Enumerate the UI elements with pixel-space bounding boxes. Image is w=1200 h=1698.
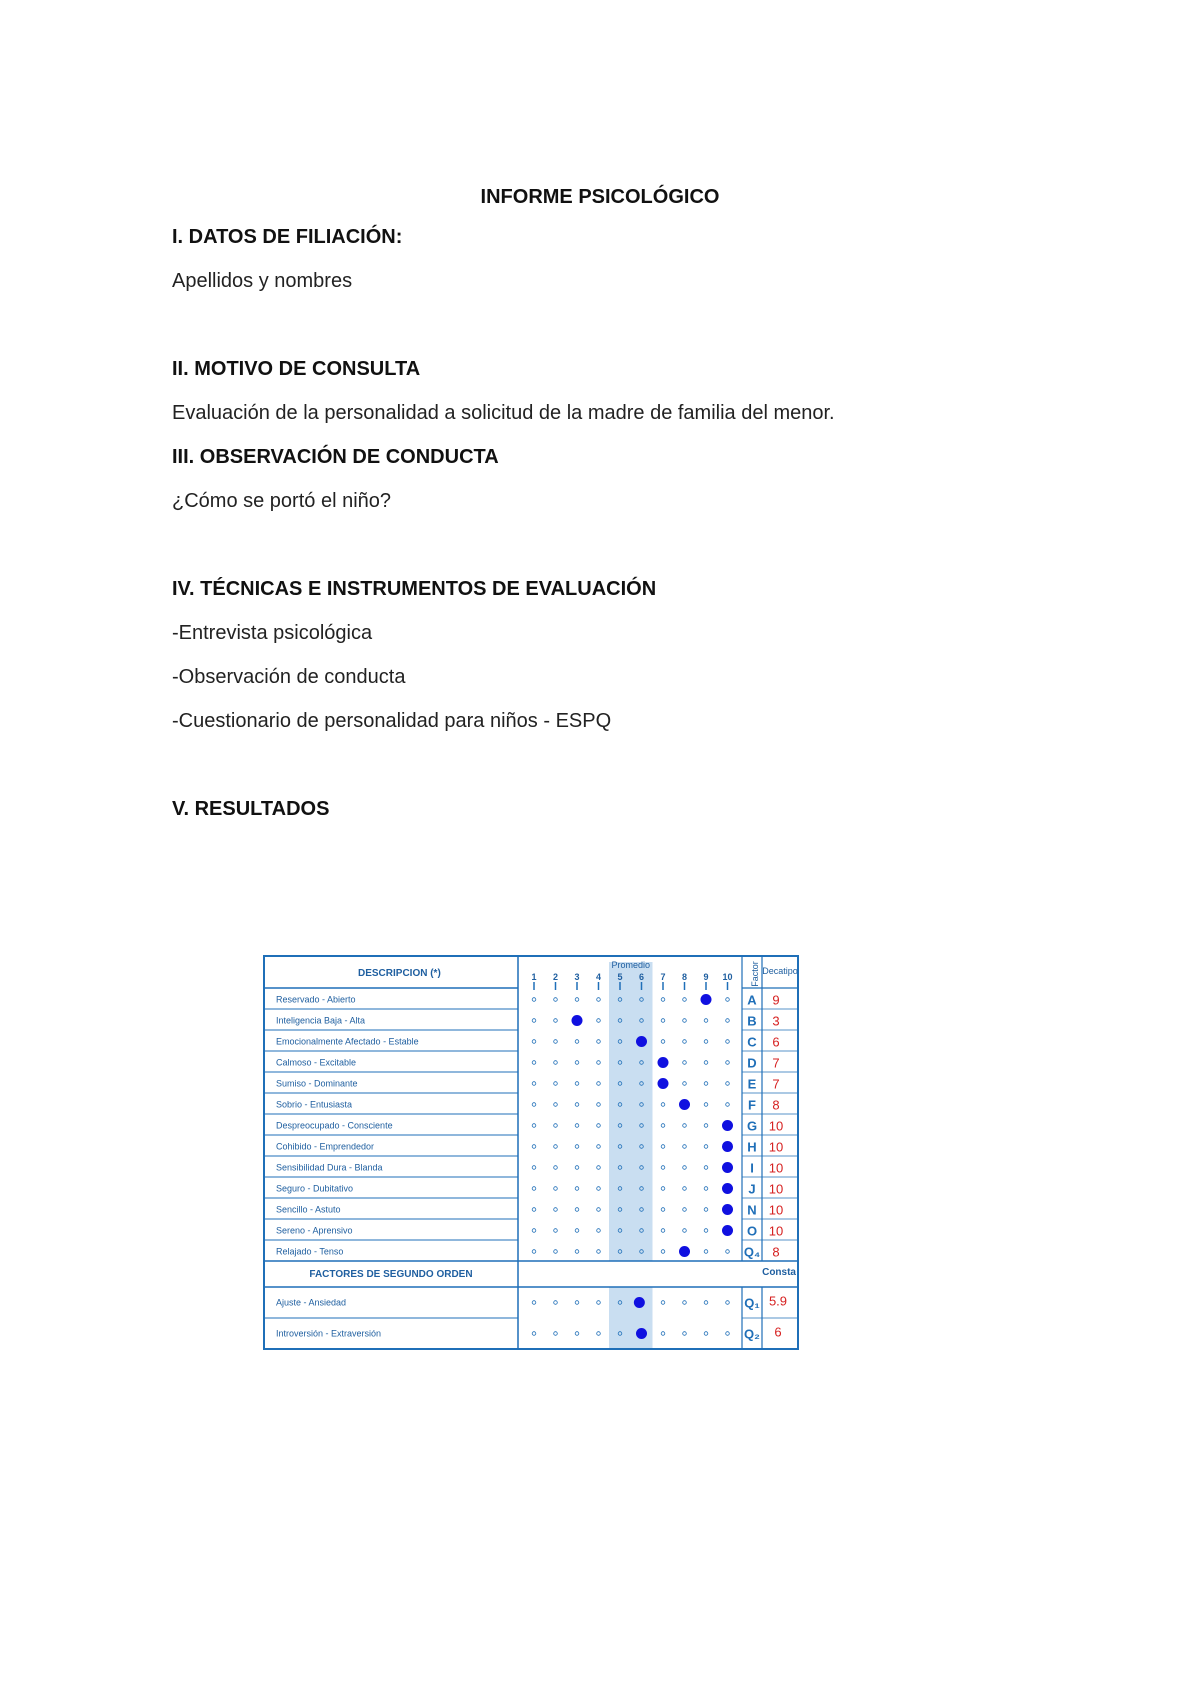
scale-tick-label: 7 (660, 972, 666, 982)
scale-tick-label: 8 (681, 972, 688, 982)
second-order-label: Ajuste - Ansiedad (276, 1297, 347, 1308)
trait-label: Sobrio - Entusiasta (276, 1099, 353, 1110)
factor-letter: N (747, 1202, 757, 1218)
scale-tick-label: 3 (574, 972, 580, 982)
scale-dot (597, 1301, 601, 1305)
score-mark (572, 1015, 583, 1026)
scale-dot (575, 1187, 579, 1191)
scale-tick-label: 2 (552, 972, 559, 982)
scale-dot (554, 1208, 558, 1212)
factor-letter: H (747, 1139, 757, 1155)
profile-sheet-svg (258, 936, 803, 1358)
second-order-value-heading: Consta (762, 1267, 796, 1278)
scale-dot (597, 1166, 601, 1170)
scale-dot (575, 1250, 579, 1254)
factor-letter: J (748, 1181, 756, 1197)
header-factor: Factor (750, 961, 760, 987)
score-mark (722, 1141, 733, 1152)
scale-dot (597, 1040, 601, 1044)
scale-dot (554, 1166, 558, 1170)
second-order-heading: FACTORES DE SEGUNDO ORDEN (309, 1269, 473, 1280)
scale-dot (683, 998, 687, 1002)
scale-dot (532, 1208, 536, 1212)
scale-dot (704, 1040, 708, 1044)
decatipo-value: 8 (772, 1097, 780, 1113)
scale-dot (661, 1229, 665, 1233)
scale-dot (554, 1187, 558, 1191)
scale-dot (597, 1250, 601, 1254)
scale-dot (532, 1103, 536, 1107)
scale-dot (597, 1082, 601, 1086)
scale-dot (704, 1250, 708, 1254)
scale-dot (661, 1166, 665, 1170)
factor-letter: F (748, 1097, 756, 1113)
scale-dot (554, 1332, 558, 1336)
score-mark (679, 1099, 690, 1110)
scale-dot (597, 998, 601, 1002)
trait-label: Sereno - Aprensivo (276, 1225, 353, 1236)
scale-dot (661, 1019, 665, 1023)
scale-dot (532, 1082, 536, 1086)
score-mark (722, 1162, 733, 1173)
scale-dot (704, 1301, 708, 1305)
tecnicas-line-1: -Entrevista psicológica (172, 622, 373, 644)
factor-letter: Q₁ (744, 1295, 760, 1311)
scale-dot (726, 1301, 730, 1305)
factor-letter: E (747, 1076, 757, 1092)
observacion-line: ¿Cómo se portó el niño? (172, 490, 392, 512)
scale-tick-label: 10 (722, 972, 733, 982)
trait-label: Sensibilidad Dura - Blanda (276, 1162, 383, 1173)
trait-label: Despreocupado - Consciente (276, 1120, 393, 1131)
trait-label: Emocionalmente Afectado - Estable (276, 1036, 419, 1047)
scale-dot (532, 1229, 536, 1233)
factor-letter: I (750, 1160, 754, 1176)
scale-dot (704, 1332, 708, 1336)
scale-dot (532, 1019, 536, 1023)
scale-dot (575, 1124, 579, 1128)
decatipo-value: 5.9 (768, 1293, 788, 1309)
scale-dot (726, 998, 730, 1002)
score-mark (634, 1297, 645, 1308)
scale-dot (575, 1040, 579, 1044)
scale-dot (661, 1250, 665, 1254)
scale-dot (661, 1124, 665, 1128)
section-heading-tecnicas: IV. TÉCNICAS E INSTRUMENTOS DE EVALUACIÓN (172, 578, 657, 600)
score-mark (722, 1225, 733, 1236)
scale-dot (726, 1250, 730, 1254)
scale-dot (554, 1103, 558, 1107)
trait-label: Cohibido - Emprendedor (276, 1141, 375, 1152)
scale-dot (704, 1019, 708, 1023)
section-heading-observacion: III. OBSERVACIÓN DE CONDUCTA (172, 446, 499, 468)
score-mark (636, 1036, 647, 1047)
decatipo-value: 10 (768, 1181, 784, 1197)
scale-dot (532, 1332, 536, 1336)
scale-dot (683, 1019, 687, 1023)
scale-dot (575, 1208, 579, 1212)
trait-label: Relajado - Tenso (276, 1246, 344, 1257)
scale-dot (683, 1124, 687, 1128)
scale-dot (532, 1124, 536, 1128)
factor-letter: D (747, 1055, 757, 1071)
scale-dot (661, 1145, 665, 1149)
scale-dot (597, 1103, 601, 1107)
decatipo-value: 6 (774, 1324, 782, 1340)
factor-letter: B (747, 1013, 757, 1029)
scale-dot (726, 1103, 730, 1107)
scale-dot (704, 1061, 708, 1065)
scale-dot (683, 1229, 687, 1233)
decatipo-value: 6 (772, 1034, 780, 1050)
scale-dot (554, 1250, 558, 1254)
decatipo-value: 10 (768, 1223, 784, 1239)
trait-label: Calmoso - Excitable (276, 1057, 357, 1068)
decatipo-value: 10 (768, 1202, 784, 1218)
decatipo-value: 9 (772, 992, 780, 1008)
scale-dot (575, 1082, 579, 1086)
scale-dot (726, 1061, 730, 1065)
section-heading-datos: I. DATOS DE FILIACIÓN: (172, 226, 403, 248)
scale-dot (532, 1145, 536, 1149)
decatipo-value: 10 (768, 1160, 784, 1176)
scale-dot (726, 1040, 730, 1044)
section-heading-resultados: V. RESULTADOS (172, 798, 330, 820)
scale-dot (532, 1040, 536, 1044)
trait-label: Seguro - Dubitativo (276, 1183, 354, 1194)
tecnicas-line-2: -Observación de conducta (172, 666, 406, 688)
scale-dot (532, 1301, 536, 1305)
scale-dot (597, 1208, 601, 1212)
section-heading-motivo: II. MOTIVO DE CONSULTA (172, 358, 421, 380)
scale-dot (554, 1229, 558, 1233)
scale-dot (704, 1124, 708, 1128)
scale-dot (575, 1166, 579, 1170)
scale-dot (597, 1229, 601, 1233)
tecnicas-line-3: -Cuestionario de personalidad para niños - ESPQ (172, 710, 612, 732)
scale-dot (726, 1332, 730, 1336)
scale-dot (704, 1145, 708, 1149)
scale-dot (704, 1082, 708, 1086)
scale-tick-label: 5 (617, 972, 623, 982)
trait-label: Sencillo - Astuto (276, 1204, 341, 1215)
score-mark (701, 994, 712, 1005)
decatipo-value: 8 (772, 1244, 780, 1260)
scale-dot (683, 1332, 687, 1336)
scale-dot (554, 1061, 558, 1065)
scale-dot (575, 1229, 579, 1233)
trait-label: Reservado - Abierto (276, 994, 356, 1005)
scale-dot (597, 1145, 601, 1149)
scale-dot (575, 1332, 579, 1336)
score-mark (722, 1120, 733, 1131)
decatipo-value: 10 (768, 1118, 784, 1134)
promedio-band-second-order (609, 1287, 653, 1349)
factor-letter: C (747, 1034, 757, 1050)
scale-dot (704, 1229, 708, 1233)
scale-dot (683, 1301, 687, 1305)
factor-letter: Q₂ (744, 1326, 760, 1342)
promedio-band (609, 962, 653, 1261)
scale-dot (575, 1145, 579, 1149)
score-mark (679, 1246, 690, 1257)
scale-tick-label: 4 (595, 972, 602, 982)
scale-dot (532, 1250, 536, 1254)
scale-dot (554, 1145, 558, 1149)
scale-dot (683, 1145, 687, 1149)
trait-label: Inteligencia Baja - Alta (276, 1015, 366, 1026)
score-mark (722, 1183, 733, 1194)
document-title: INFORME PSICOLÓGICO (480, 186, 720, 208)
header-description: DESCRIPCION (*) (358, 968, 441, 979)
scale-dot (575, 1061, 579, 1065)
scale-dot (661, 1040, 665, 1044)
scale-dot (554, 1082, 558, 1086)
espq-profile-sheet (258, 936, 803, 1358)
scale-dot (683, 1166, 687, 1170)
scale-dot (683, 1208, 687, 1212)
scale-tick-label: 6 (638, 972, 645, 982)
scale-dot (554, 1019, 558, 1023)
second-order-label: Introversión - Extraversión (276, 1328, 382, 1339)
scale-dot (704, 1103, 708, 1107)
scale-dot (726, 1082, 730, 1086)
score-mark (722, 1204, 733, 1215)
scale-tick-label: 9 (703, 972, 709, 982)
scale-dot (532, 1166, 536, 1170)
decatipo-value: 10 (768, 1139, 784, 1155)
scale-dot (683, 1061, 687, 1065)
scale-dot (554, 998, 558, 1002)
scale-dot (554, 1301, 558, 1305)
header-decatipo: Decatipo (762, 966, 798, 976)
factor-letter: O (746, 1223, 758, 1239)
scale-dot (554, 1124, 558, 1128)
scale-dot (575, 998, 579, 1002)
scale-dot (661, 1332, 665, 1336)
scale-dot (704, 1187, 708, 1191)
trait-label: Sumiso - Dominante (276, 1078, 358, 1089)
scale-dot (704, 1166, 708, 1170)
score-mark (658, 1078, 669, 1089)
scale-dot (661, 1187, 665, 1191)
scale-dot (554, 1040, 558, 1044)
scale-dot (597, 1332, 601, 1336)
scale-dot (575, 1103, 579, 1107)
scale-dot (683, 1082, 687, 1086)
decatipo-value: 3 (772, 1013, 780, 1029)
scale-dot (597, 1187, 601, 1191)
scale-dot (661, 998, 665, 1002)
scale-dot (597, 1124, 601, 1128)
score-mark (658, 1057, 669, 1068)
decatipo-value: 7 (772, 1076, 780, 1092)
scale-dot (575, 1301, 579, 1305)
scale-dot (661, 1103, 665, 1107)
scale-dot (683, 1040, 687, 1044)
datos-line: Apellidos y nombres (172, 270, 353, 292)
scale-dot (532, 998, 536, 1002)
scale-dot (661, 1301, 665, 1305)
scale-dot (532, 1187, 536, 1191)
header-promedio: Promedio (611, 960, 651, 970)
scale-dot (683, 1187, 687, 1191)
factor-letter: Q₄ (743, 1244, 761, 1260)
factor-letter: G (746, 1118, 758, 1134)
scale-dot (597, 1061, 601, 1065)
scale-dot (726, 1019, 730, 1023)
factor-letter: A (747, 992, 757, 1008)
scale-dot (597, 1019, 601, 1023)
score-mark (636, 1328, 647, 1339)
motivo-line: Evaluación de la personalidad a solicitud de la madre de familia del menor. (172, 402, 835, 424)
scale-dot (704, 1208, 708, 1212)
scale-dot (661, 1208, 665, 1212)
scale-tick-label: 1 (531, 972, 537, 982)
scale-dot (532, 1061, 536, 1065)
decatipo-value: 7 (772, 1055, 780, 1071)
